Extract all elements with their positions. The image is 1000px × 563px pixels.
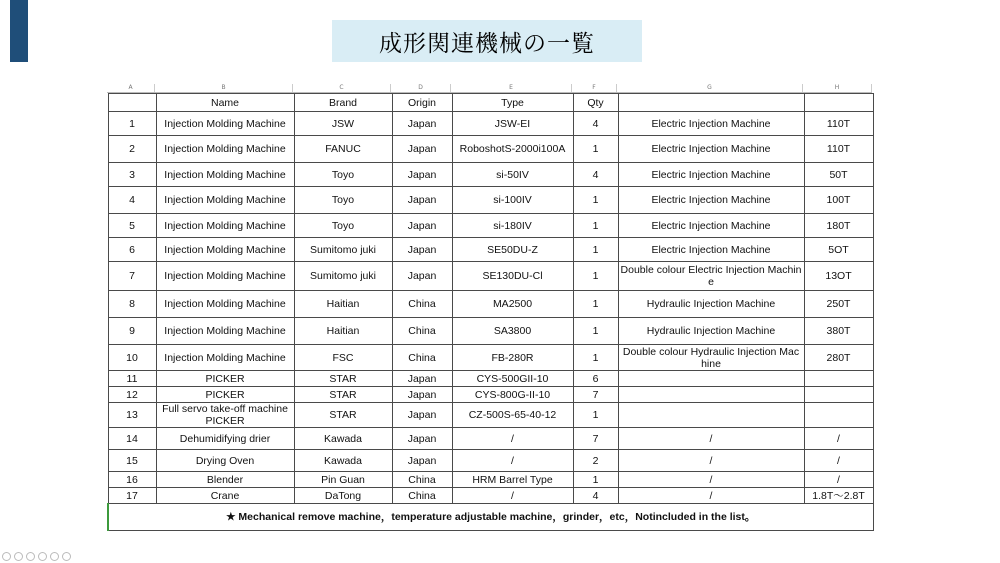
table-cell: 1	[573, 345, 618, 371]
table-row	[108, 291, 873, 318]
table-row	[108, 450, 873, 472]
table-row	[108, 163, 873, 187]
table-cell: Electric Injection Machine	[618, 163, 804, 187]
table-cell: Japan	[392, 112, 452, 136]
table-cell	[618, 403, 804, 428]
table-cell: 15	[108, 450, 156, 472]
prev-icon[interactable]	[2, 552, 11, 561]
table-cell: China	[392, 472, 452, 488]
column-letter: H	[803, 84, 872, 92]
table-row	[108, 472, 873, 488]
table-cell: China	[392, 345, 452, 371]
table-row	[108, 238, 873, 262]
table-cell: 280T	[804, 345, 873, 371]
table-cell: STAR	[294, 403, 392, 428]
header-cell	[804, 94, 873, 112]
table-cell: Hydraulic Injection Machine	[618, 291, 804, 318]
table-cell: 17	[108, 488, 156, 504]
page-title: 成形関連機械の一覧	[332, 20, 642, 62]
table-cell: Japan	[392, 136, 452, 163]
table-cell: 380T	[804, 318, 873, 345]
table-cell: Injection Molding Machine	[156, 112, 294, 136]
table-cell: 8	[108, 291, 156, 318]
table-cell: 250T	[804, 291, 873, 318]
table-cell	[618, 387, 804, 403]
table-cell: Japan	[392, 428, 452, 450]
table-cell: 1	[573, 403, 618, 428]
table-cell: Drying Oven	[156, 450, 294, 472]
table-cell: Electric Injection Machine	[618, 112, 804, 136]
table-cell: 1	[573, 214, 618, 238]
table-cell: Electric Injection Machine	[618, 214, 804, 238]
table-cell: CZ-500S-65-40-12	[452, 403, 573, 428]
footer-row	[108, 504, 873, 531]
table-cell: 6	[573, 371, 618, 387]
table-cell: /	[452, 488, 573, 504]
table-cell: si-100IV	[452, 187, 573, 214]
table-cell: Japan	[392, 187, 452, 214]
table-cell: Injection Molding Machine	[156, 345, 294, 371]
footer-note: ★ Mechanical remove machine，temperature adjustable machine，grinder，etc，Notincluded in the list。	[108, 504, 873, 531]
table-cell: 10	[108, 345, 156, 371]
table-row	[108, 428, 873, 450]
table-cell: Haitian	[294, 318, 392, 345]
table-cell: 9	[108, 318, 156, 345]
table-cell: Double colour Electric Injection Machine	[618, 262, 804, 291]
pen-icon[interactable]	[26, 552, 35, 561]
table-cell: Toyo	[294, 163, 392, 187]
table-cell	[618, 371, 804, 387]
header-cell: Name	[156, 94, 294, 112]
table-cell: 4	[573, 112, 618, 136]
table-row	[108, 488, 873, 504]
table-cell	[804, 371, 873, 387]
table-cell: /	[618, 472, 804, 488]
table-row	[108, 403, 873, 428]
table-row	[108, 136, 873, 163]
table-row	[108, 345, 873, 371]
table-cell: Japan	[392, 450, 452, 472]
table-cell: China	[392, 488, 452, 504]
table-cell: 1	[573, 187, 618, 214]
table-cell: PICKER	[156, 387, 294, 403]
table-cell: JSW-EI	[452, 112, 573, 136]
table-cell	[804, 403, 873, 428]
header-cell: Qty	[573, 94, 618, 112]
table-cell: SE50DU-Z	[452, 238, 573, 262]
column-letter: D	[391, 84, 451, 92]
table-cell: 4	[573, 163, 618, 187]
table-cell: 5OT	[804, 238, 873, 262]
table-cell	[804, 387, 873, 403]
table-cell: SE130DU-Cl	[452, 262, 573, 291]
header-cell: Origin	[392, 94, 452, 112]
table-cell: Double colour Hydraulic Injection Machine	[618, 345, 804, 371]
table-cell: Haitian	[294, 291, 392, 318]
table-cell: Japan	[392, 214, 452, 238]
column-letter: G	[617, 84, 803, 92]
table-cell: SA3800	[452, 318, 573, 345]
table-cell: PICKER	[156, 371, 294, 387]
table-cell: 13OT	[804, 262, 873, 291]
table-cell: /	[804, 450, 873, 472]
table-cell: Injection Molding Machine	[156, 136, 294, 163]
table-cell: 5	[108, 214, 156, 238]
table-cell: 6	[108, 238, 156, 262]
table-cell: FSC	[294, 345, 392, 371]
table-cell: Pin Guan	[294, 472, 392, 488]
table-cell: Injection Molding Machine	[156, 214, 294, 238]
spreadsheet	[107, 84, 872, 531]
machine-list-table	[107, 93, 874, 531]
more-icon[interactable]	[62, 552, 71, 561]
table-cell: 110T	[804, 136, 873, 163]
table-cell: Japan	[392, 262, 452, 291]
table-cell: Japan	[392, 163, 452, 187]
table-row	[108, 387, 873, 403]
table-cell: /	[618, 450, 804, 472]
table-cell: Toyo	[294, 214, 392, 238]
table-cell: Blender	[156, 472, 294, 488]
table-cell: Japan	[392, 371, 452, 387]
table-cell: Kawada	[294, 450, 392, 472]
table-cell: 1	[573, 136, 618, 163]
header-cell	[108, 94, 156, 112]
column-letter: B	[155, 84, 293, 92]
column-letter: C	[293, 84, 391, 92]
header-cell: Brand	[294, 94, 392, 112]
table-row	[108, 214, 873, 238]
table-cell: 1	[573, 472, 618, 488]
table-cell: RoboshotS-2000i100A	[452, 136, 573, 163]
table-cell: Injection Molding Machine	[156, 318, 294, 345]
slide-toolbar	[2, 552, 71, 561]
table-cell: 16	[108, 472, 156, 488]
table-cell: Japan	[392, 238, 452, 262]
zoom-icon[interactable]	[38, 552, 47, 561]
table-cell: Injection Molding Machine	[156, 163, 294, 187]
table-cell: /	[804, 472, 873, 488]
table-cell: STAR	[294, 387, 392, 403]
table-cell: Crane	[156, 488, 294, 504]
table-cell: 14	[108, 428, 156, 450]
table-cell: /	[618, 488, 804, 504]
table-cell: MA2500	[452, 291, 573, 318]
table-cell: 50T	[804, 163, 873, 187]
table-cell: 1	[573, 262, 618, 291]
table-cell: Sumitomo juki	[294, 238, 392, 262]
table-cell: Hydraulic Injection Machine	[618, 318, 804, 345]
table-cell: Injection Molding Machine	[156, 291, 294, 318]
table-cell: /	[452, 428, 573, 450]
table-cell: FB-280R	[452, 345, 573, 371]
table-cell: China	[392, 318, 452, 345]
table-cell: si-180IV	[452, 214, 573, 238]
table-cell: 4	[573, 488, 618, 504]
next-icon[interactable]	[14, 552, 23, 561]
table-cell: CYS-800G-II-10	[452, 387, 573, 403]
table-cell: 3	[108, 163, 156, 187]
corner-accent-bar	[10, 0, 28, 62]
table-cell: Electric Injection Machine	[618, 238, 804, 262]
column-letter-header	[107, 84, 872, 93]
table-cell: 4	[108, 187, 156, 214]
table-cell: 1	[573, 238, 618, 262]
table-cell: 2	[108, 136, 156, 163]
table-cell: si-50IV	[452, 163, 573, 187]
header-row	[108, 94, 873, 112]
table-cell: Injection Molding Machine	[156, 238, 294, 262]
table-cell: CYS-500GII-10	[452, 371, 573, 387]
table-cell: 1	[573, 318, 618, 345]
table-cell: 7	[573, 387, 618, 403]
table-cell: Injection Molding Machine	[156, 262, 294, 291]
table-row	[108, 112, 873, 136]
table-cell: FANUC	[294, 136, 392, 163]
table-cell: 12	[108, 387, 156, 403]
table-row	[108, 262, 873, 291]
grid-icon[interactable]	[50, 552, 59, 561]
table-cell: /	[452, 450, 573, 472]
table-cell: 1	[573, 291, 618, 318]
column-letter: E	[451, 84, 572, 92]
table-cell: Electric Injection Machine	[618, 136, 804, 163]
table-cell: JSW	[294, 112, 392, 136]
column-letter: F	[572, 84, 617, 92]
table-cell: 180T	[804, 214, 873, 238]
table-row	[108, 371, 873, 387]
header-cell: Type	[452, 94, 573, 112]
table-cell: 13	[108, 403, 156, 428]
table-cell: DaTong	[294, 488, 392, 504]
table-cell: Sumitomo juki	[294, 262, 392, 291]
column-letter: A	[107, 84, 155, 92]
table-cell: 7	[108, 262, 156, 291]
table-cell: 7	[573, 428, 618, 450]
table-cell: Japan	[392, 387, 452, 403]
table-cell: Kawada	[294, 428, 392, 450]
table-cell: Toyo	[294, 187, 392, 214]
table-cell: STAR	[294, 371, 392, 387]
table-cell: 100T	[804, 187, 873, 214]
table-cell: China	[392, 291, 452, 318]
table-cell: HRM Barrel Type	[452, 472, 573, 488]
table-row	[108, 318, 873, 345]
table-cell: 1.8T～2.8T	[804, 488, 873, 504]
header-cell	[618, 94, 804, 112]
table-cell: Electric Injection Machine	[618, 187, 804, 214]
table-cell: Japan	[392, 403, 452, 428]
table-cell: /	[804, 428, 873, 450]
table-cell: Full servo take-off machine PICKER	[156, 403, 294, 428]
table-cell: 110T	[804, 112, 873, 136]
table-cell: 2	[573, 450, 618, 472]
table-cell: Dehumidifying drier	[156, 428, 294, 450]
table-cell: Injection Molding Machine	[156, 187, 294, 214]
table-cell: 1	[108, 112, 156, 136]
table-cell: /	[618, 428, 804, 450]
table-row	[108, 187, 873, 214]
table-cell: 11	[108, 371, 156, 387]
